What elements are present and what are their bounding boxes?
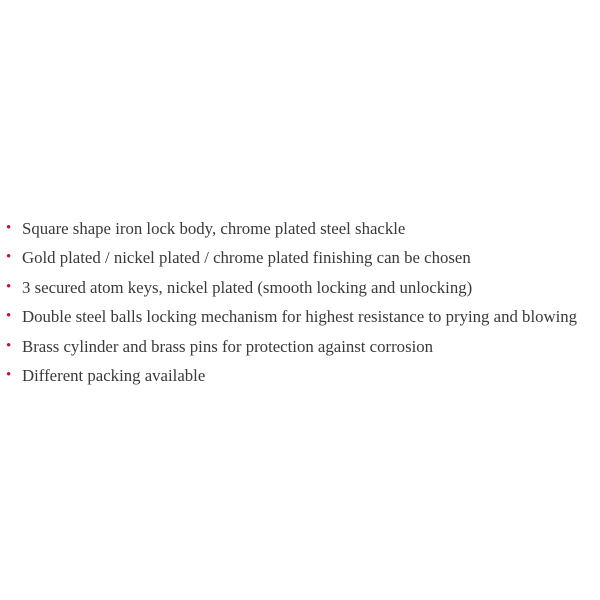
feature-list	[6, 214, 577, 390]
feature-item	[6, 332, 577, 361]
bullet-icon: •	[6, 249, 12, 266]
feature-item	[6, 361, 577, 390]
bullet-icon: •	[6, 220, 12, 236]
feature-text: Different packing available	[22, 365, 206, 385]
feature-item	[6, 302, 577, 331]
bullet-icon: •	[6, 278, 12, 295]
bullet-icon: •	[6, 337, 12, 354]
bullet-icon: •	[6, 366, 12, 383]
feature-text: Gold plated / nickel plated / chrome plated finishing can be chosen	[22, 248, 471, 268]
feature-item	[6, 243, 577, 272]
feature-text: Square shape iron lock body, chrome plated steel shackle	[22, 219, 406, 238]
feature-text: Brass cylinder and brass pins for protection against corrosion	[22, 336, 434, 356]
feature-text: Double steel balls locking mechanism for highest resistance to prying and blowing	[22, 307, 578, 327]
bullet-icon: •	[6, 308, 12, 325]
feature-text: 3 secured atom keys, nickel plated (smooth locking and unlocking)	[22, 277, 473, 297]
feature-item	[6, 273, 577, 302]
feature-item	[6, 214, 577, 243]
